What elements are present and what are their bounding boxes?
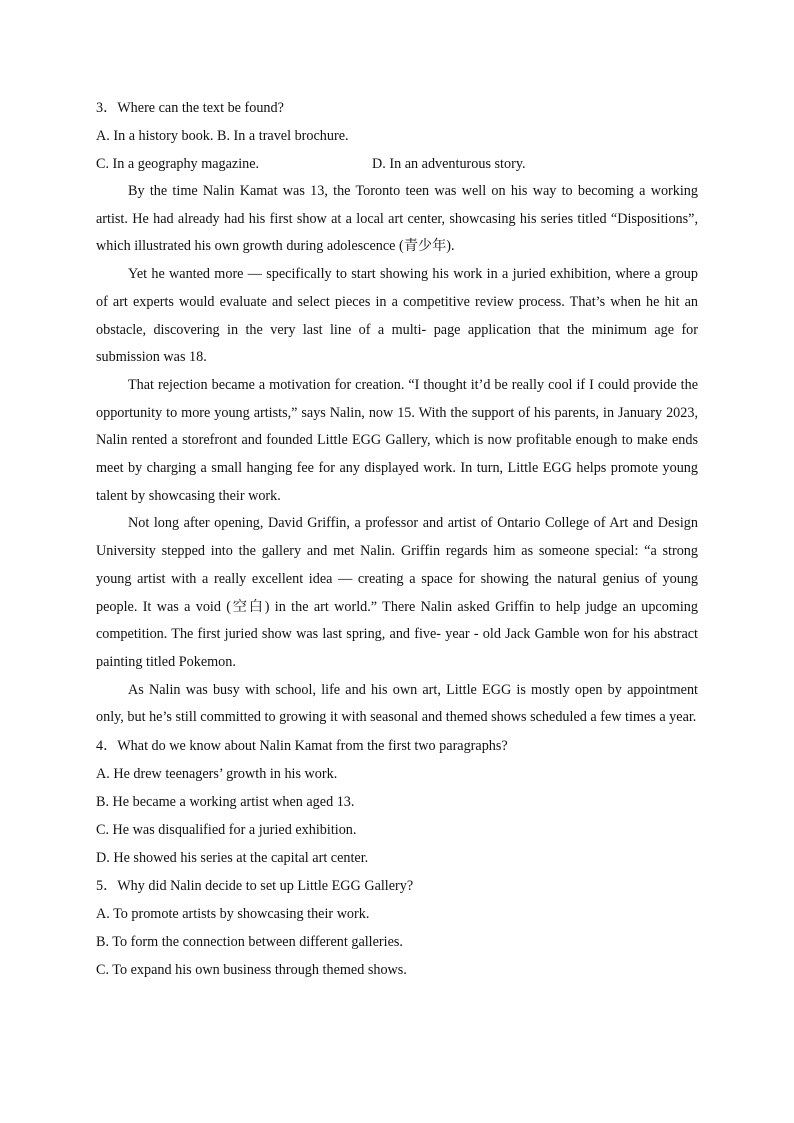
reading-passage xyxy=(96,178,698,732)
question-3: 3．Where can the text be found? xyxy=(96,100,284,116)
option-d: D. In an adventurous story. xyxy=(372,156,526,172)
question-4: 4．What do we know about Nalin Kamat from the first two paragraphs? xyxy=(96,738,508,755)
option-b: B. To form the connection between different galleries. xyxy=(96,934,403,951)
option-b: B. He became a working artist when aged 13. xyxy=(96,794,355,811)
question-3-options-cd xyxy=(96,150,698,178)
question-5: 5．Why did Nalin decide to set up Little EGG Gallery? xyxy=(96,878,414,895)
option-b: B. In a travel brochure. xyxy=(216,128,349,144)
option-c: C. In a geography magazine. xyxy=(96,156,260,172)
option-d: D. He showed his series at the capital art center. xyxy=(96,850,369,867)
paragraph-1: By the time Nalin Kamat was 13, the Toronto teen was well on his way to becoming a working artist. He had already had his first show at a local art center, showcasing his series titled “Dispositions”, which illustrated his own growth during adolescence (青少年). xyxy=(96,183,698,255)
option-a: A. To promote artists by showcasing their work. xyxy=(96,906,370,923)
document-page xyxy=(96,94,698,984)
option-c: C. He was disqualified for a juried exhibition. xyxy=(96,822,357,839)
option-a: A. He drew teenagers’ growth in his work. xyxy=(96,766,338,783)
option-c: C. To expand his own business through themed shows. xyxy=(96,962,407,979)
paragraph-3: That rejection became a motivation for creation. “I thought it’d be really cool if I could provide the opportunity to more young artists,” says Nalin, now 15. With the support of his parents, in January 2023, Nalin rented a storefront and founded Little EGG Gallery, which is now profitable enough to make ends meet by charging a small hanging fee for any displayed work. In turn, Little EGG helps promote young talent by showcasing their work. xyxy=(96,376,698,504)
paragraph-2: Yet he wanted more — specifically to start showing his work in a juried exhibition, where a group of art experts would evaluate and select pieces in a competitive review process. That’s when he hit an obstacle, discovering in the very last line of a multi- page application that the minimum age for submission was 18. xyxy=(96,266,698,366)
paragraph-4: Not long after opening, David Griffin, a professor and artist of Ontario College of Art and Design University stepped into the gallery and met Nalin. Griffin regards him as someone special: “a strong young artist with a really excellent idea — creating a space for showing the natural genius of young people. It was a void (空白) in the art world.” There Nalin asked Griffin to help judge an upcoming competition. The first juried show was last spring, and five- year - old Jack Gamble won for his abstract painting titled Pokemon. xyxy=(96,515,698,670)
paragraph-5: As Nalin was busy with school, life and his own art, Little EGG is mostly open by appointment only, but he’s still committed to growing it with seasonal and themed shows scheduled a few times a year. xyxy=(96,681,698,726)
question-3-options-ab xyxy=(96,122,698,150)
option-a: A. In a history book. xyxy=(96,128,214,144)
